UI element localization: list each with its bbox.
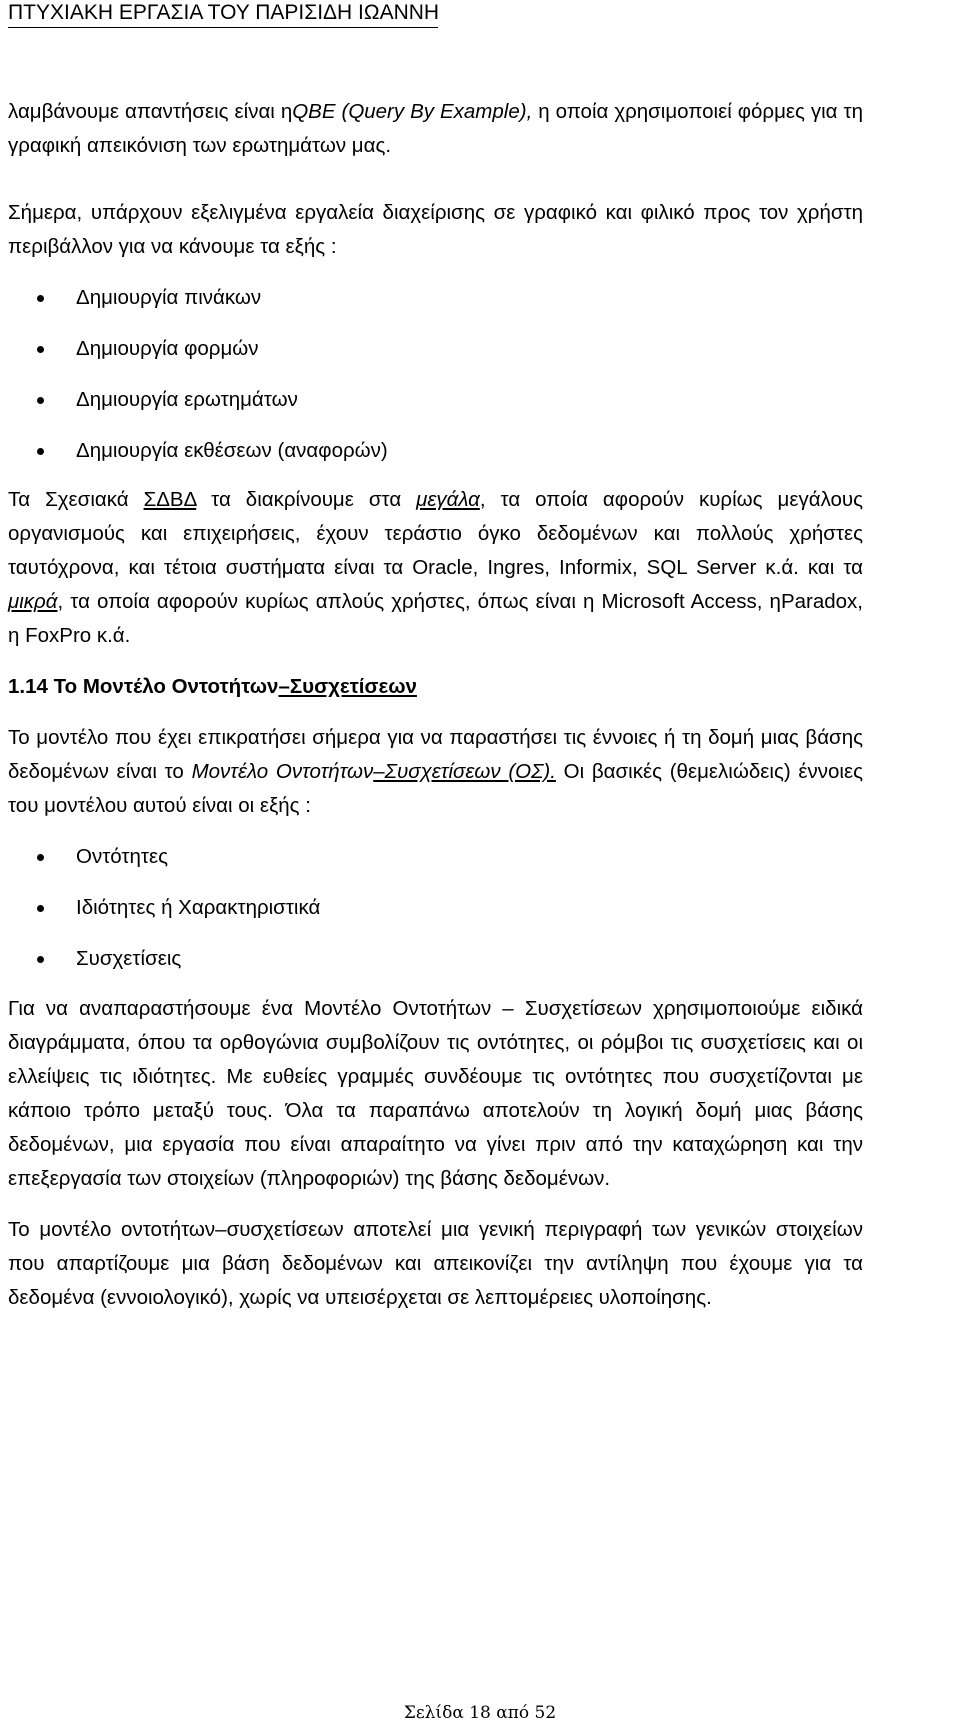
paragraph-qbe-text-a: λαμβάνουμε απαντήσεις είναι η	[8, 100, 293, 123]
list-item: Οντότητες	[8, 840, 863, 874]
tools-list	[8, 281, 863, 468]
page-number: Σελίδα 18 από 52	[403, 1703, 557, 1723]
paragraph-rdbms: Τα Σχεσιακά ΣΔΒΔ τα διακρίνουμε στα μεγάλα, τα οποία αφορούν κυρίως μεγάλους οργανισμούς και επιχειρήσεις, έχουν τεράστιο όγκο δεδομένων και πολλούς χρήστες ταυτόχρονα, και τέτοια συστήματα είναι τα Oracle, Ingres, Informix, SQL Server κ.ά. και τα μικρά, τα οποία αφορούν κυρίως απλούς χρήστες, όπως είναι η Microsoft Access, ηParadox, η FoxPro κ.ά.	[8, 488, 863, 647]
paragraph-er-model: Το μοντέλο που έχει επικρατήσει σήμερα για να παραστήσει τις έννοιες ή τη δομή μιας βάσης δεδομένων είναι το Μοντέλο Οντοτήτων–Συσχετίσεων (ΟΣ). Οι βασικές (θεμελιώδεις) έννοιες του μοντέλου αυτού είναι οι εξής :	[8, 726, 863, 817]
small-term: μικρά	[8, 590, 58, 613]
list-item: Δημιουργία εκθέσεων (αναφορών)	[8, 434, 863, 468]
concepts-list	[8, 840, 863, 976]
paragraph-qbe-term: QBE (Query By Example),	[292, 100, 533, 123]
paragraph-diagrams: Για να αναπαραστήσουμε ένα Μοντέλο Οντοτήτων – Συσχετίσεων χρησιμοποιούμε ειδικά διαγράμματα, όπου τα ορθογώνια συμβολίζουν τις οντότητες, οι ρόμβοι τις συσχετίσεις και οι ελλείψεις τις ιδιότητες. Με ευθείες γραμμές συνδέουμε τις οντότητες που συσχετίζονται με κάποιο τρόπο μεταξύ τους. Όλα τα παραπάνω αποτελούν τη λογική δομή μιας βάσης δεδομένων, μια εργασία που είναι απαραίτητο να γίνει πριν από την καταχώρηση και την επεξεργασία των στοιχείων (πληροφοριών) της βάσης δεδομένων.	[8, 997, 863, 1190]
rdbms-abbreviation: ΣΔΒΔ	[143, 488, 197, 511]
list-item: Δημιουργία ερωτημάτων	[8, 383, 863, 417]
bullet-icon	[37, 956, 44, 963]
section-heading: 1.14 Το Μοντέλο Οντοτήτων–Συσχετίσεων	[8, 675, 417, 698]
list-item: Συσχετίσεις	[8, 942, 863, 976]
document-header: ΠΤΥΧΙΑΚΗ ΕΡΓΑΣΙΑ ΤΟΥ ΠΑΡΙΣΙΔΗ ΙΩΑΝΝΗ	[8, 0, 438, 28]
paragraph-tools: Σήμερα, υπάρχουν εξελιγμένα εργαλεία διαχείρισης σε γραφικό και φιλικό προς τον χρήστη περιβάλλον για να κάνουμε τα εξής :	[8, 201, 863, 258]
bullet-icon	[37, 346, 44, 353]
bullet-icon	[37, 397, 44, 404]
list-item: Δημιουργία πινάκων	[8, 281, 863, 315]
document-body	[8, 95, 863, 1315]
paragraph-general-description: Το μοντέλο οντοτήτων–συσχετίσεων αποτελεί μια γενική περιγραφή των γενικών στοιχείων που απαρτίζουμε μια βάση δεδομένων και απεικονίζει την αντίληψη που έχουμε για τα δεδομένα (εννοιολογικό), χωρίς να υπεισέρχεται σε λεπτομέρειες υλοποίησης.	[8, 1218, 863, 1309]
list-item: Ιδιότητες ή Χαρακτηριστικά	[8, 891, 863, 925]
list-item: Δημιουργία φορμών	[8, 332, 863, 366]
paragraph-qbe	[8, 95, 863, 163]
large-term: μεγάλα	[416, 488, 480, 511]
bullet-icon	[37, 295, 44, 302]
bullet-icon	[37, 854, 44, 861]
paragraph-qbe-text-c: η οποία χρησιμοποιεί φόρμες για τη γραφική απεικόνιση των ερωτημάτων μας.	[8, 100, 863, 157]
bullet-icon	[37, 905, 44, 912]
bullet-icon	[37, 448, 44, 455]
